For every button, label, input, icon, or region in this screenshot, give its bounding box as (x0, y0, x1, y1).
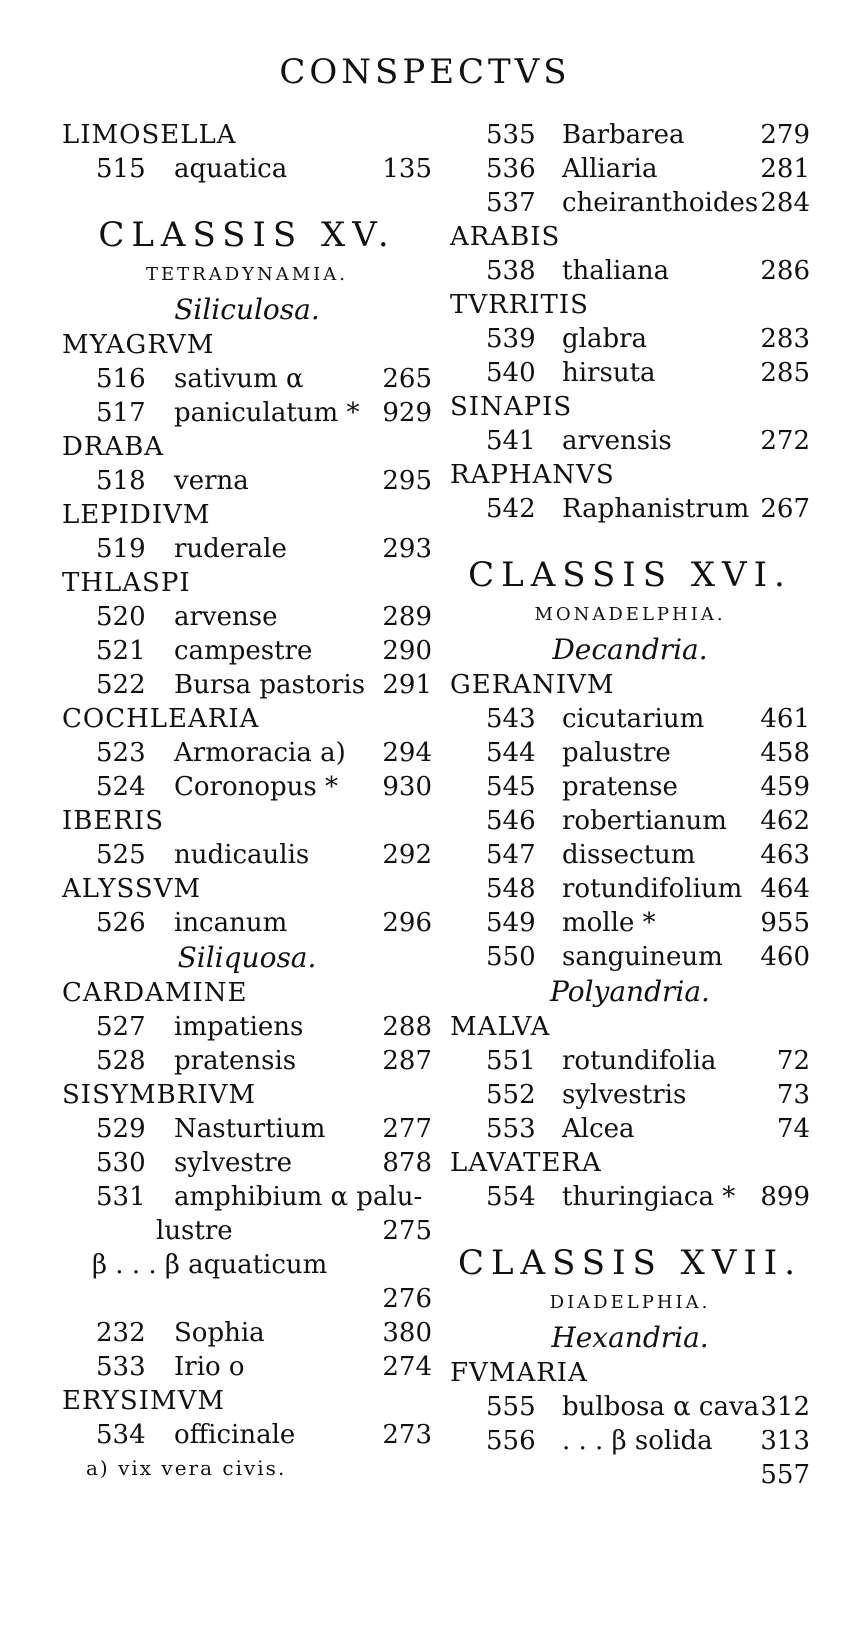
page-number: 293 (382, 534, 432, 564)
page-number: 273 (382, 1420, 432, 1450)
species-entry (62, 770, 432, 804)
page-number: 287 (382, 1046, 432, 1076)
species-number: 527 (96, 1012, 146, 1042)
species-entry (450, 1112, 810, 1146)
genus-heading: ERYSIMVM (62, 1386, 226, 1416)
species-number: 552 (486, 1080, 536, 1110)
species-name: glabra (562, 324, 648, 354)
page-number: 460 (760, 942, 810, 972)
species-entry (450, 1078, 810, 1112)
page-number: 295 (382, 466, 432, 496)
species-name: Raphanistrum (562, 494, 750, 524)
species-entry (62, 634, 432, 668)
species-number: 556 (486, 1426, 536, 1456)
page-number: 291 (382, 670, 432, 700)
species-entry (62, 396, 432, 430)
species-number: 541 (486, 426, 536, 456)
species-name: molle * (562, 908, 656, 938)
species-name: Barbarea (562, 120, 685, 150)
species-number: 516 (96, 364, 146, 394)
page-number: 292 (382, 840, 432, 870)
page-number: 276 (382, 1284, 432, 1314)
species-name: thaliana (562, 256, 670, 286)
page-number: 289 (382, 602, 432, 632)
species-entry (62, 1350, 432, 1384)
page-number: 312 (760, 1392, 810, 1422)
page-number: 557 (760, 1460, 810, 1490)
species-number: 549 (486, 908, 536, 938)
variety-name: β . . . β aquaticum (92, 1250, 328, 1280)
species-number: 551 (486, 1046, 536, 1076)
genus-heading: LAVATERA (450, 1148, 602, 1178)
genus-heading: IBERIS (62, 806, 165, 836)
species-entry (450, 492, 810, 526)
order-heading: Hexandria. (551, 1321, 709, 1354)
page-number: 281 (760, 154, 810, 184)
page-number: 265 (382, 364, 432, 394)
entry-continuation (62, 1214, 432, 1248)
order-heading: Polyandria. (550, 975, 710, 1008)
species-number: 539 (486, 324, 536, 354)
species-name: Bursa pastoris (174, 670, 366, 700)
species-name: . . . β solida (562, 1426, 713, 1456)
species-name: sylvestris (562, 1080, 687, 1110)
page-number: 294 (382, 738, 432, 768)
variety-entry (62, 1248, 432, 1282)
species-name: pratensis (174, 1046, 297, 1076)
species-name: dissectum (562, 840, 696, 870)
species-name: nudicaulis (174, 840, 310, 870)
class-heading: CLASSIS XVII. (457, 1243, 803, 1283)
species-number: 545 (486, 772, 536, 802)
species-number: 553 (486, 1114, 536, 1144)
species-name: impatiens (174, 1012, 304, 1042)
species-entry (450, 702, 810, 736)
species-name: aquatica (174, 154, 288, 184)
species-name: sativum α (174, 364, 304, 394)
species-entry (450, 1424, 810, 1458)
species-entry (450, 356, 810, 390)
species-entry (450, 804, 810, 838)
species-entry (62, 1316, 432, 1350)
page-number: 285 (760, 358, 810, 388)
species-entry (450, 1390, 810, 1424)
species-entry (62, 1112, 432, 1146)
page-number: 929 (382, 398, 432, 428)
species-number: 554 (486, 1182, 536, 1212)
species-number: 542 (486, 494, 536, 524)
spacer (450, 1214, 810, 1240)
page-number: 279 (760, 120, 810, 150)
species-number: 519 (96, 534, 146, 564)
species-name: campestre (174, 636, 313, 666)
species-entry (62, 600, 432, 634)
species-entry (450, 1180, 810, 1214)
species-number: 535 (486, 120, 536, 150)
genus-heading: RAPHANVS (450, 460, 615, 490)
species-entry (62, 152, 432, 186)
page-number: 283 (760, 324, 810, 354)
page-number: 286 (760, 256, 810, 286)
genus-heading: FVMARIA (450, 1358, 588, 1388)
genus-heading: LIMOSELLA (62, 120, 237, 150)
species-number: 543 (486, 704, 536, 734)
species-name: incanum (174, 908, 288, 938)
species-entry (62, 906, 432, 940)
species-entry (450, 254, 810, 288)
page-number: 459 (760, 772, 810, 802)
species-name: verna (174, 466, 249, 496)
species-name: rotundifolia (562, 1046, 717, 1076)
species-number: 544 (486, 738, 536, 768)
species-entry (62, 362, 432, 396)
footnote: a) vix vera civis. (86, 1456, 287, 1480)
genus-heading: GERANIVM (450, 670, 615, 700)
species-name: Sophia (174, 1318, 265, 1348)
page-number: 74 (776, 1114, 810, 1144)
species-number: 526 (96, 908, 146, 938)
page-number: 296 (382, 908, 432, 938)
species-number: 525 (96, 840, 146, 870)
species-entry (450, 322, 810, 356)
species-number: 517 (96, 398, 146, 428)
species-entry (450, 736, 810, 770)
page-number: 313 (760, 1426, 810, 1456)
species-name: Alliaria (562, 154, 658, 184)
page-number: 290 (382, 636, 432, 666)
species-number: 518 (96, 466, 146, 496)
species-name: officinale (174, 1420, 296, 1450)
species-number: 537 (486, 188, 536, 218)
species-entry (62, 736, 432, 770)
genus-heading: ARABIS (450, 222, 561, 252)
species-name: ruderale (174, 534, 287, 564)
species-number: 534 (96, 1420, 146, 1450)
species-entry (450, 152, 810, 186)
genus-heading: COCHLEARIA (62, 704, 260, 734)
species-name: arvense (174, 602, 278, 632)
order-heading: Siliculosa. (174, 293, 320, 326)
page-number: 275 (382, 1216, 432, 1246)
species-entry (62, 464, 432, 498)
species-number: 523 (96, 738, 146, 768)
page-number: 284 (760, 188, 810, 218)
page-number-line (62, 1282, 432, 1316)
species-number: 546 (486, 806, 536, 836)
species-entry (450, 906, 810, 940)
species-number: 531 (96, 1182, 146, 1212)
page-number: 463 (760, 840, 810, 870)
page-number: 274 (382, 1352, 432, 1382)
species-name: cicutarium (562, 704, 705, 734)
species-number: 538 (486, 256, 536, 286)
page-number: 135 (382, 154, 432, 184)
class-heading: CLASSIS XV. (98, 215, 396, 255)
species-name: lustre (156, 1216, 233, 1246)
species-name: rotundifolium (562, 874, 743, 904)
species-entry (62, 1146, 432, 1180)
species-entry (450, 940, 810, 974)
page-number: 464 (760, 874, 810, 904)
class-name: MONADELPHIA. (534, 604, 726, 625)
species-entry (62, 1180, 432, 1214)
species-number: 533 (96, 1352, 146, 1382)
species-number: 529 (96, 1114, 146, 1144)
species-number: 530 (96, 1148, 146, 1178)
species-entry (62, 1418, 432, 1452)
species-name: Nasturtium (174, 1114, 326, 1144)
species-name: thuringiaca * (562, 1182, 736, 1212)
species-entry (62, 668, 432, 702)
genus-heading: DRABA (62, 432, 165, 462)
right-column (450, 118, 810, 1492)
species-number: 550 (486, 942, 536, 972)
page-number: 899 (760, 1182, 810, 1212)
species-number: 528 (96, 1046, 146, 1076)
page-number: 267 (760, 494, 810, 524)
genus-heading: MALVA (450, 1012, 551, 1042)
genus-heading: MYAGRVM (62, 330, 215, 360)
species-name: palustre (562, 738, 671, 768)
genus-heading: TVRRITIS (450, 290, 589, 320)
order-heading: Decandria. (552, 633, 708, 666)
species-name: sanguineum (562, 942, 723, 972)
species-name: pratense (562, 772, 678, 802)
species-number: 547 (486, 840, 536, 870)
species-number: 522 (96, 670, 146, 700)
species-name: amphibium α palu- (174, 1182, 423, 1212)
genus-heading: CARDAMINE (62, 978, 248, 1008)
species-name: bulbosa α cava (562, 1392, 760, 1422)
species-name: robertianum (562, 806, 727, 836)
species-number: 524 (96, 772, 146, 802)
species-name: paniculatum * (174, 398, 360, 428)
species-name: arvensis (562, 426, 672, 456)
species-entry (450, 1044, 810, 1078)
species-number: 232 (96, 1318, 146, 1348)
species-entry (450, 186, 810, 220)
class-name: DIADELPHIA. (549, 1292, 711, 1313)
spacer (450, 526, 810, 552)
species-entry (450, 118, 810, 152)
species-number: 540 (486, 358, 536, 388)
species-number: 555 (486, 1392, 536, 1422)
class-heading: CLASSIS XVI. (468, 555, 792, 595)
page-number-line (450, 1458, 810, 1492)
species-entry (450, 872, 810, 906)
species-number: 536 (486, 154, 536, 184)
page-number: 462 (760, 806, 810, 836)
spacer (62, 186, 432, 212)
page-number: 277 (382, 1114, 432, 1144)
page-number: 955 (760, 908, 810, 938)
species-number: 515 (96, 154, 146, 184)
species-name: sylvestre (174, 1148, 293, 1178)
species-entry (62, 532, 432, 566)
species-name: Coronopus * (174, 772, 339, 802)
species-entry (450, 838, 810, 872)
species-number: 521 (96, 636, 146, 666)
species-name: Armoracia a) (174, 738, 346, 768)
page-number: 380 (382, 1318, 432, 1348)
genus-heading: ALYSSVM (62, 874, 202, 904)
species-entry (450, 770, 810, 804)
species-entry (62, 1010, 432, 1044)
species-entry (62, 1044, 432, 1078)
genus-heading: THLASPI (62, 568, 191, 598)
page-number: 72 (776, 1046, 810, 1076)
species-number: 520 (96, 602, 146, 632)
genus-heading: SINAPIS (450, 392, 573, 422)
page-number: 458 (760, 738, 810, 768)
page-number: 272 (760, 426, 810, 456)
page-number: 878 (382, 1148, 432, 1178)
page-number: 288 (382, 1012, 432, 1042)
species-number: 548 (486, 874, 536, 904)
genus-heading: LEPIDIVM (62, 500, 211, 530)
order-heading: Siliquosa. (177, 941, 317, 974)
species-name: Alcea (562, 1114, 635, 1144)
species-name: cheiranthoides (562, 188, 759, 218)
species-name: Irio ο (174, 1352, 245, 1382)
page-number: 73 (776, 1080, 810, 1110)
page-number: 930 (382, 772, 432, 802)
species-entry (450, 424, 810, 458)
left-column (62, 118, 432, 1484)
species-name: hirsuta (562, 358, 656, 388)
genus-heading: SISYMBRIVM (62, 1080, 257, 1110)
page-number: 461 (760, 704, 810, 734)
page-title: CONSPECTVS (279, 52, 571, 92)
species-entry (62, 838, 432, 872)
class-name: TETRADYNAMIA. (145, 264, 349, 285)
